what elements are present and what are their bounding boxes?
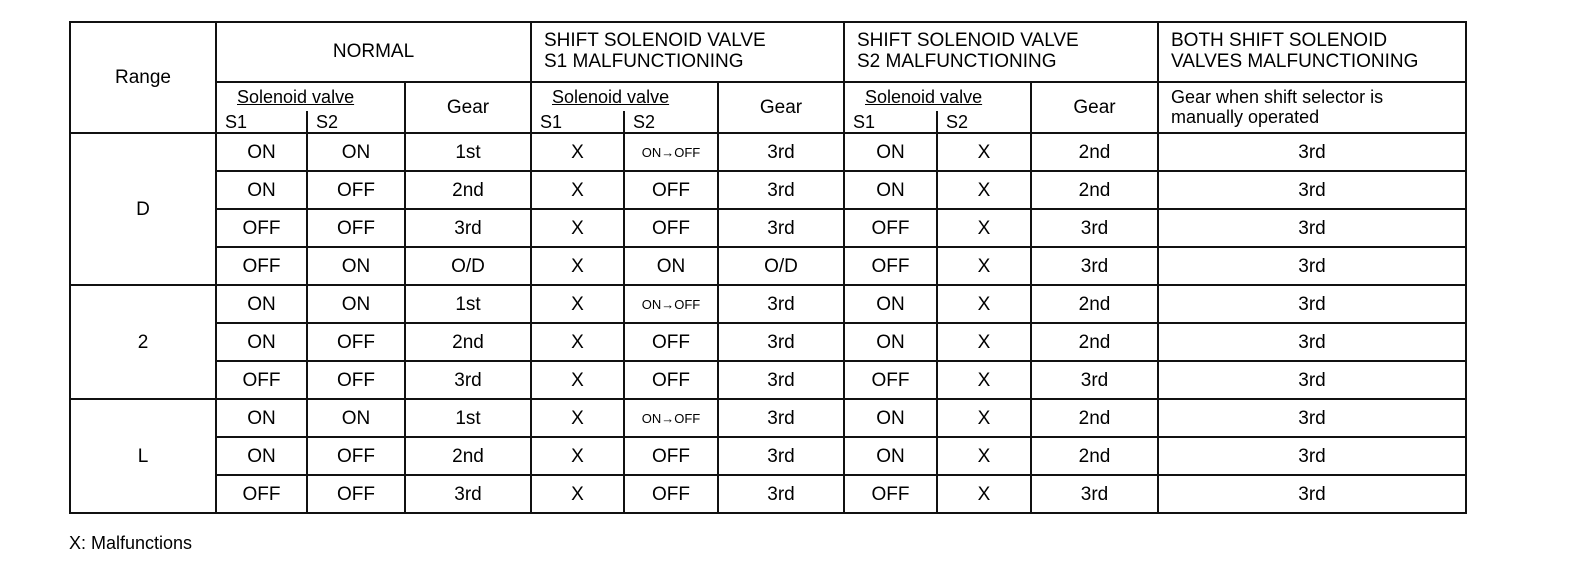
table-cell: OFF [307, 361, 405, 399]
s2-gear-header: Gear [1031, 82, 1158, 133]
table-row [70, 361, 1466, 399]
header-row-2 [70, 82, 1466, 111]
table-cell: 1st [405, 399, 531, 437]
range-cell: L [70, 399, 216, 513]
table-cell: X [531, 437, 624, 475]
table-cell: 2nd [1031, 285, 1158, 323]
table-cell: OFF [844, 475, 937, 513]
table-cell: 3rd [1158, 209, 1466, 247]
table-cell: ON [216, 323, 307, 361]
table-cell: 3rd [718, 209, 844, 247]
table-cell: 2nd [405, 171, 531, 209]
table-cell: ON [844, 171, 937, 209]
s1-malfunction-header-line2: S1 MALFUNCTIONING [544, 51, 744, 72]
header-row-1 [70, 22, 1466, 82]
table-cell: X [531, 209, 624, 247]
table-cell: ON [307, 133, 405, 171]
range-header: Range [70, 22, 216, 133]
table-cell: X [531, 361, 624, 399]
s2-malfunction-header-line1: SHIFT SOLENOID VALVE [857, 30, 1079, 52]
table-cell: 3rd [718, 285, 844, 323]
table-cell: X [937, 171, 1031, 209]
table-cell: 3rd [718, 437, 844, 475]
normal-header: NORMAL [216, 22, 531, 82]
s1-solenoid-valve-label: Solenoid valve [531, 82, 718, 111]
s1malf-s2-header: S2 [624, 111, 718, 133]
normal-gear-header: Gear [405, 82, 531, 133]
table-cell: 3rd [1158, 437, 1466, 475]
table-row [70, 133, 1466, 171]
table-cell: OFF [307, 209, 405, 247]
s1-gear-header: Gear [718, 82, 844, 133]
table-cell: X [937, 285, 1031, 323]
table-cell: X [531, 323, 624, 361]
table-cell: X [937, 247, 1031, 285]
table-cell: 3rd [1158, 475, 1466, 513]
table-cell: OFF [624, 361, 718, 399]
s2-malfunction-header-line2: S2 MALFUNCTIONING [857, 51, 1057, 72]
table-cell: ON [216, 285, 307, 323]
table-cell: ON [844, 437, 937, 475]
table-cell: ON [844, 399, 937, 437]
table-cell: X [531, 399, 624, 437]
s1malf-s1-header: S1 [531, 111, 624, 133]
table-cell: 2nd [405, 437, 531, 475]
table-cell: 2nd [1031, 323, 1158, 361]
table-cell: 3rd [1158, 247, 1466, 285]
table-cell: OFF [844, 209, 937, 247]
table-cell: 3rd [718, 399, 844, 437]
table-cell: 3rd [718, 361, 844, 399]
both-gear-manual-header [1158, 82, 1466, 133]
table-row [70, 247, 1466, 285]
table-cell: 3rd [718, 323, 844, 361]
table-cell: X [531, 285, 624, 323]
table-cell: OFF [624, 209, 718, 247]
table-cell: 2nd [1031, 133, 1158, 171]
table-cell: 3rd [1158, 171, 1466, 209]
table-cell: OFF [307, 475, 405, 513]
table-row [70, 399, 1466, 437]
both-gear-manual-line1: Gear when shift selector is [1171, 87, 1384, 108]
table-cell: X [937, 133, 1031, 171]
table-cell: OFF [216, 475, 307, 513]
table-cell: ON [844, 285, 937, 323]
table-cell: 3rd [1158, 399, 1466, 437]
table-cell: O/D [405, 247, 531, 285]
table-cell: O/D [718, 247, 844, 285]
table-cell: OFF [624, 475, 718, 513]
table-cell: ON→OFF [624, 133, 718, 171]
s2malf-s2-header: S2 [937, 111, 1031, 133]
both-malfunction-header-line2: VALVES MALFUNCTIONING [1171, 51, 1419, 72]
table-cell: 3rd [405, 209, 531, 247]
table-cell: ON [307, 399, 405, 437]
table-cell: 3rd [405, 361, 531, 399]
table-row [70, 323, 1466, 361]
table-cell: X [937, 361, 1031, 399]
table-cell: 2nd [1031, 171, 1158, 209]
table-cell: OFF [307, 323, 405, 361]
s1-malfunction-header-line1: SHIFT SOLENOID VALVE [544, 30, 766, 52]
table-cell: 3rd [718, 171, 844, 209]
table-cell: 3rd [1031, 209, 1158, 247]
table-cell: X [531, 171, 624, 209]
table-cell: X [937, 475, 1031, 513]
table-cell: OFF [844, 361, 937, 399]
table-cell: X [937, 209, 1031, 247]
table-cell: X [937, 323, 1031, 361]
table-cell: 3rd [1158, 361, 1466, 399]
table-cell: ON [216, 437, 307, 475]
s2-malfunction-header [844, 22, 1158, 82]
table-cell: X [531, 133, 624, 171]
table-cell: X [531, 475, 624, 513]
s2-solenoid-valve-label: Solenoid valve [844, 82, 1031, 111]
table-cell: OFF [216, 209, 307, 247]
table-cell: 3rd [1031, 475, 1158, 513]
s1-malfunction-header [531, 22, 844, 82]
table-cell: 3rd [1031, 247, 1158, 285]
table-cell: 3rd [1158, 285, 1466, 323]
footnote: X: Malfunctions [69, 533, 193, 553]
table-cell: ON→OFF [624, 285, 718, 323]
table-row [70, 209, 1466, 247]
table-row [70, 285, 1466, 323]
table-cell: ON→OFF [624, 399, 718, 437]
table-cell: OFF [307, 437, 405, 475]
table-cell: 1st [405, 133, 531, 171]
table-body [70, 133, 1466, 513]
table-cell: ON [216, 399, 307, 437]
table-cell: X [937, 437, 1031, 475]
table-cell: OFF [844, 247, 937, 285]
table-row [70, 171, 1466, 209]
table-cell: 2nd [1031, 399, 1158, 437]
table-cell: ON [844, 323, 937, 361]
table-cell: ON [307, 247, 405, 285]
table-cell: OFF [624, 437, 718, 475]
solenoid-valve-table [69, 21, 1467, 514]
table-cell: ON [216, 133, 307, 171]
table-cell: OFF [216, 361, 307, 399]
table-row [70, 475, 1466, 513]
table-cell: 3rd [1031, 361, 1158, 399]
normal-s2-header: S2 [307, 111, 405, 133]
both-gear-manual-line2: manually operated [1171, 106, 1320, 127]
both-malfunction-header-line1: BOTH SHIFT SOLENOID [1171, 30, 1388, 52]
table-cell: 2nd [1031, 437, 1158, 475]
table-cell: ON [216, 171, 307, 209]
range-cell: 2 [70, 285, 216, 399]
table-row [70, 437, 1466, 475]
table-cell: 1st [405, 285, 531, 323]
normal-s1-header: S1 [216, 111, 307, 133]
s2malf-s1-header: S1 [844, 111, 937, 133]
table-cell: OFF [624, 171, 718, 209]
table-cell: 3rd [718, 475, 844, 513]
table-cell: ON [844, 133, 937, 171]
table-cell: 3rd [405, 475, 531, 513]
table-cell: 3rd [1158, 323, 1466, 361]
both-malfunction-header [1158, 22, 1466, 82]
table-cell: X [937, 399, 1031, 437]
range-cell: D [70, 133, 216, 285]
normal-solenoid-valve-label: Solenoid valve [216, 82, 405, 111]
table-cell: ON [624, 247, 718, 285]
table-cell: OFF [624, 323, 718, 361]
table-cell: 3rd [718, 133, 844, 171]
table-cell: ON [307, 285, 405, 323]
table-cell: X [531, 247, 624, 285]
table-cell: OFF [216, 247, 307, 285]
table-cell: 3rd [1158, 133, 1466, 171]
table-cell: OFF [307, 171, 405, 209]
table-cell: 2nd [405, 323, 531, 361]
